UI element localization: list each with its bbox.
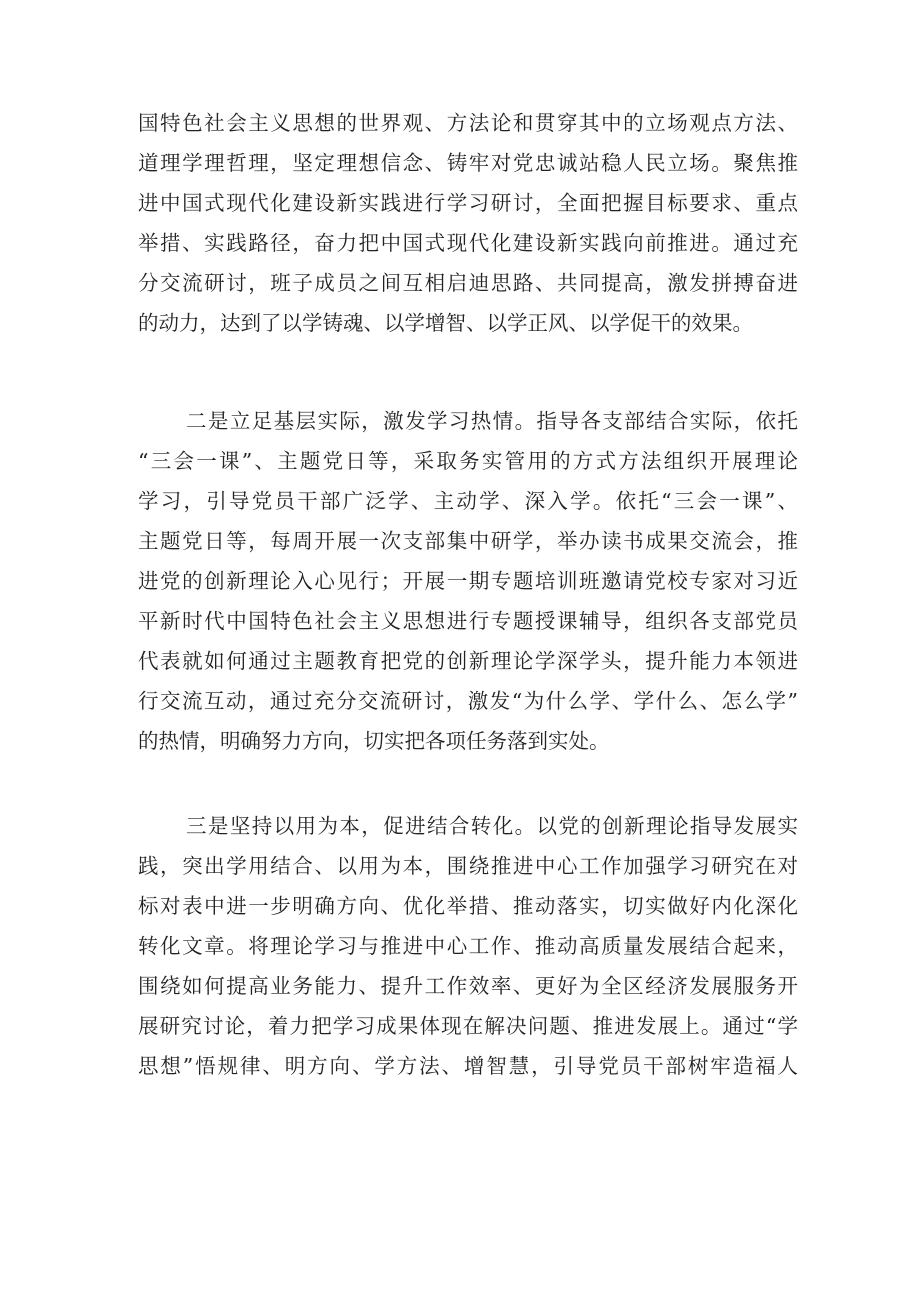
text-line: 的热情，明确努力方向，切实把各项任务落到实处。 xyxy=(138,729,610,753)
text-line: 二是立足基层实际，激发学习热情。指导各支部结合实际，依托 xyxy=(186,409,798,433)
text-line: 国特色社会主义思想的世界观、方法论和贯穿其中的立场观点方法、 xyxy=(138,111,798,135)
text-line: 的动力，达到了以学铸魂、以学增智、以学正风、以学促干的效果。 xyxy=(138,311,753,335)
text-line: 围绕如何提高业务能力、提升工作效率、更好为全区经济发展服务开 xyxy=(138,974,798,998)
text-line: 主题党日等，每周开展一次支部集中研学，举办读书成果交流会，推 xyxy=(138,529,798,553)
text-line: 展研究讨论，着力把学习成果体现在解决问题、推进发展上。通过“学 xyxy=(138,1014,798,1038)
paragraph-3 xyxy=(138,806,798,1086)
text-line: “三会一课”、主题党日等，采取务实管用的方式方法组织开展理论 xyxy=(138,449,798,473)
text-line: 举措、实践路径，奋力把中国式现代化建设新实践向前推进。通过充 xyxy=(138,231,798,255)
text-line: 三是坚持以用为本，促进结合转化。以党的创新理论指导发展实 xyxy=(186,814,798,838)
text-line: 标对表中进一步明确方向、优化举措、推动落实，切实做好内化深化 xyxy=(138,894,798,918)
text-line: 平新时代中国特色社会主义思想进行专题授课辅导，组织各支部党员 xyxy=(138,609,798,633)
text-line: 进中国式现代化建设新实践进行学习研讨，全面把握目标要求、重点 xyxy=(138,191,798,215)
paragraph-1 xyxy=(138,103,798,343)
text-line: 践，突出学用结合、以用为本，围绕推进中心工作加强学习研究在对 xyxy=(138,854,798,878)
paragraph-2 xyxy=(138,401,798,761)
text-line: 行交流互动，通过充分交流研讨，激发“为什么学、学什么、怎么学” xyxy=(138,689,798,713)
text-line: 转化文章。将理论学习与推进中心工作、推动高质量发展结合起来， xyxy=(138,934,798,958)
text-line: 进党的创新理论入心见行；开展一期专题培训班邀请党校专家对习近 xyxy=(138,569,798,593)
text-line: 代表就如何通过主题教育把党的创新理论学深学头，提升能力本领进 xyxy=(138,649,798,673)
text-line: 分交流研讨，班子成员之间互相启迪思路、共同提高，激发拼搏奋进 xyxy=(138,271,798,295)
text-line: 学习，引导党员干部广泛学、主动学、深入学。依托“三会一课”、 xyxy=(138,489,798,513)
text-line: 道理学理哲理，坚定理想信念、铸牢对党忠诚站稳人民立场。聚焦推 xyxy=(138,151,798,175)
text-line: 思想”悟规律、明方向、学方法、增智慧，引导党员干部树牢造福人 xyxy=(138,1054,798,1078)
